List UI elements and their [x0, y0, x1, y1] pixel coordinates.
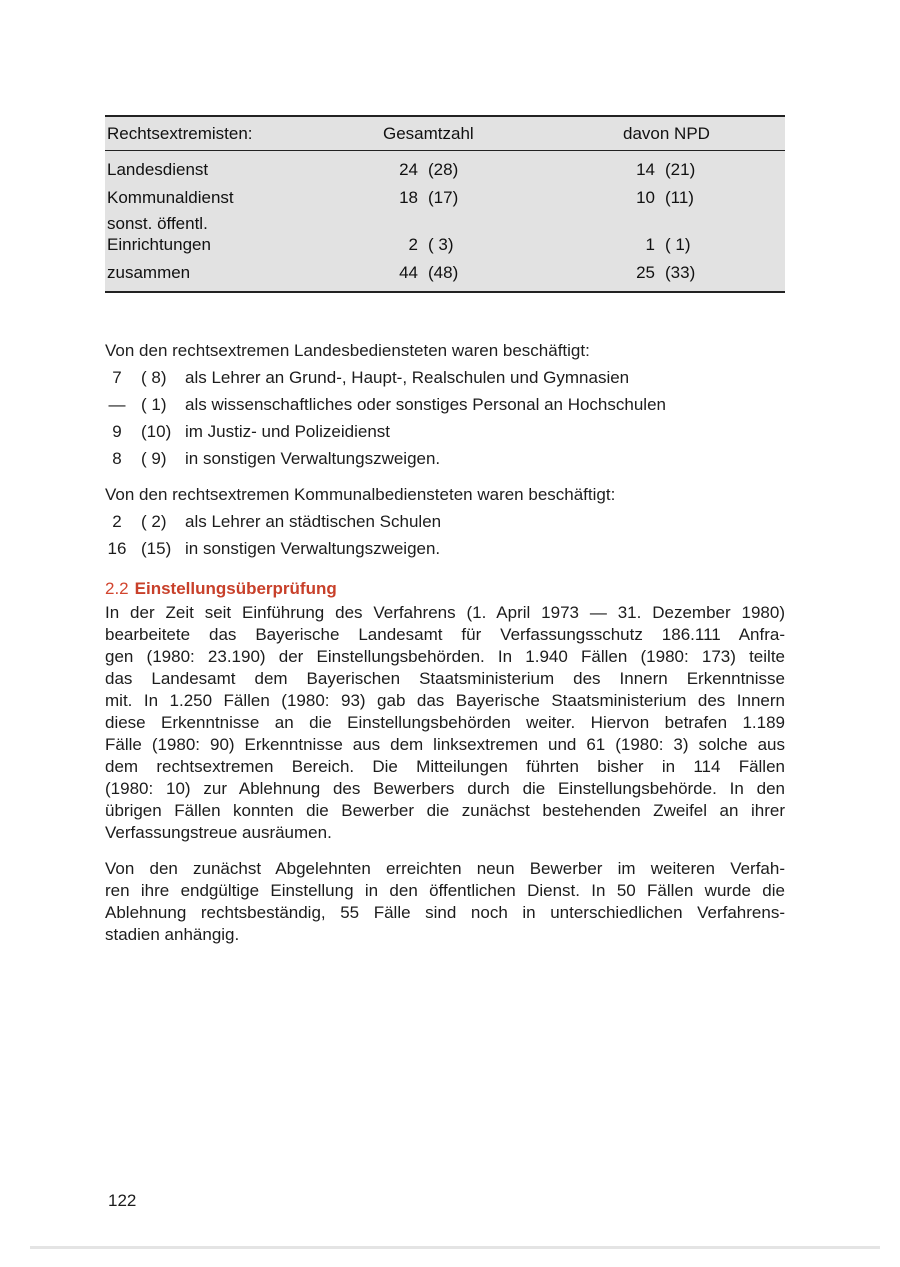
- page-bottom-edge: [30, 1246, 880, 1249]
- item-text: in sonstigen Verwaltungszweigen.: [185, 539, 441, 558]
- row-npd: 10: [636, 188, 655, 207]
- section-number: 2.2: [105, 579, 129, 598]
- paragraph-line: das Landesamt dem Bayerischen Staatsministerium des Innern Erkenntnisse: [105, 669, 785, 688]
- row-npd: 25: [636, 263, 655, 282]
- row-total: 2: [408, 235, 418, 254]
- item-count: 9: [112, 422, 122, 441]
- paragraph-line: übrigen Fällen konnten die Bewerber die zunächst bestehenden Zweifel an ihrer: [105, 801, 785, 820]
- item-prev-count: (10): [141, 422, 172, 441]
- paragraph-line: bearbeitete das Bayerische Landesamt für Verfassungsschutz 186.111 Anfra-: [105, 625, 785, 644]
- item-text: als Lehrer an städtischen Schulen: [185, 512, 442, 531]
- page-number: 122: [108, 1191, 137, 1210]
- paragraph-ablehnung: [105, 858, 785, 946]
- row-total: 18: [399, 188, 418, 207]
- paragraph-einstellung: [105, 602, 785, 844]
- row-npd: 1: [645, 235, 655, 254]
- header-category: Rechtsextremisten:: [107, 124, 253, 143]
- paragraph-line: stadien anhängig.: [105, 925, 240, 944]
- row-label: Landesdienst: [107, 160, 209, 179]
- item-prev-count: ( 2): [141, 512, 167, 531]
- item-prev-count: ( 8): [141, 368, 167, 387]
- paragraph-line: gen (1980: 23.190) der Einstellungsbehörden. In 1.940 Fällen (1980: 173) teilte: [105, 647, 785, 666]
- header-npd: davon NPD: [623, 124, 710, 143]
- list-item: [105, 421, 390, 443]
- row-total-prev: (17): [428, 188, 459, 207]
- item-text: als wissenschaftliches oder sonstiges Personal an Hochschulen: [185, 395, 666, 414]
- row-npd-prev: ( 1): [665, 235, 691, 254]
- list-item: [105, 367, 629, 389]
- row-npd-prev: (21): [665, 160, 696, 179]
- row-total-prev: ( 3): [428, 235, 454, 254]
- row-npd-prev: (11): [665, 188, 694, 207]
- row-total: 44: [399, 263, 418, 282]
- row-label: sonst. öffentl.: [107, 214, 208, 233]
- row-npd-prev: (33): [665, 263, 696, 282]
- item-count: 16: [107, 539, 127, 558]
- section-title: Einstellungsüberprüfung: [134, 579, 337, 598]
- paragraph-line: Ablehnung rechtsbeständig, 55 Fälle sind noch in unterschiedlichen Verfahrens-: [105, 903, 785, 922]
- paragraph-line: ren ihre endgültige Einstellung in den öffentlichen Dienst. In 50 Fällen wurde die: [105, 881, 785, 900]
- item-prev-count: (15): [141, 539, 172, 558]
- paragraph-line: dem rechtsextremen Bereich. Die Mitteilungen führten bisher in 114 Fällen: [105, 757, 785, 776]
- row-label: zusammen: [107, 263, 191, 282]
- row-total: 24: [399, 160, 418, 179]
- item-prev-count: ( 1): [141, 395, 167, 414]
- item-count: 2: [112, 512, 122, 531]
- list-item: [105, 448, 440, 470]
- landes-intro: Von den rechtsextremen Landesbediensteten waren beschäftigt:: [105, 341, 590, 360]
- paragraph-line: Verfassungstreue ausräumen.: [105, 823, 332, 842]
- paragraph-line: Fälle (1980: 90) Erkenntnisse aus dem linksextremen und 61 (1980: 3) solche aus: [105, 735, 785, 754]
- paragraph-line: diese Erkenntnisse an die Einstellungsbehörden weiter. Hiervon betrafen 1.189: [105, 713, 785, 732]
- item-text: in sonstigen Verwaltungszweigen.: [185, 449, 441, 468]
- row-total-prev: (28): [428, 160, 459, 179]
- item-count: 8: [112, 449, 122, 468]
- item-count: —: [108, 395, 126, 414]
- item-text: als Lehrer an Grund-, Haupt-, Realschulen und Gymnasien: [185, 368, 630, 387]
- kommunal-intro: Von den rechtsextremen Kommunalbediensteten waren beschäftigt:: [105, 485, 616, 504]
- item-prev-count: ( 9): [141, 449, 167, 468]
- row-total-prev: (48): [428, 263, 459, 282]
- header-total: Gesamtzahl: [383, 124, 474, 143]
- paragraph-line: Von den zunächst Abgelehnten erreichten neun Bewerber im weiteren Verfah-: [105, 859, 785, 878]
- row-npd: 14: [636, 160, 655, 179]
- row-label-continued: Einrichtungen: [107, 235, 211, 254]
- paragraph-line: (1980: 10) zur Ablehnung des Bewerbers durch die Einstellungsbehörde. In den: [105, 779, 785, 798]
- paragraph-line: mit. In 1.250 Fällen (1980: 93) gab das Bayerische Staatsministerium des Innern: [105, 691, 785, 710]
- list-item: [105, 394, 666, 416]
- row-label: Kommunaldienst: [107, 188, 234, 207]
- list-item: [105, 538, 440, 560]
- paragraph-line: In der Zeit seit Einführung des Verfahrens (1. April 1973 — 31. Dezember 1980): [105, 603, 785, 622]
- table-header: [105, 117, 785, 151]
- section-heading: [105, 578, 337, 600]
- item-text: im Justiz- und Polizeidienst: [185, 422, 391, 441]
- statistics-table: [105, 115, 785, 293]
- item-count: 7: [112, 368, 122, 387]
- list-item: [105, 511, 441, 533]
